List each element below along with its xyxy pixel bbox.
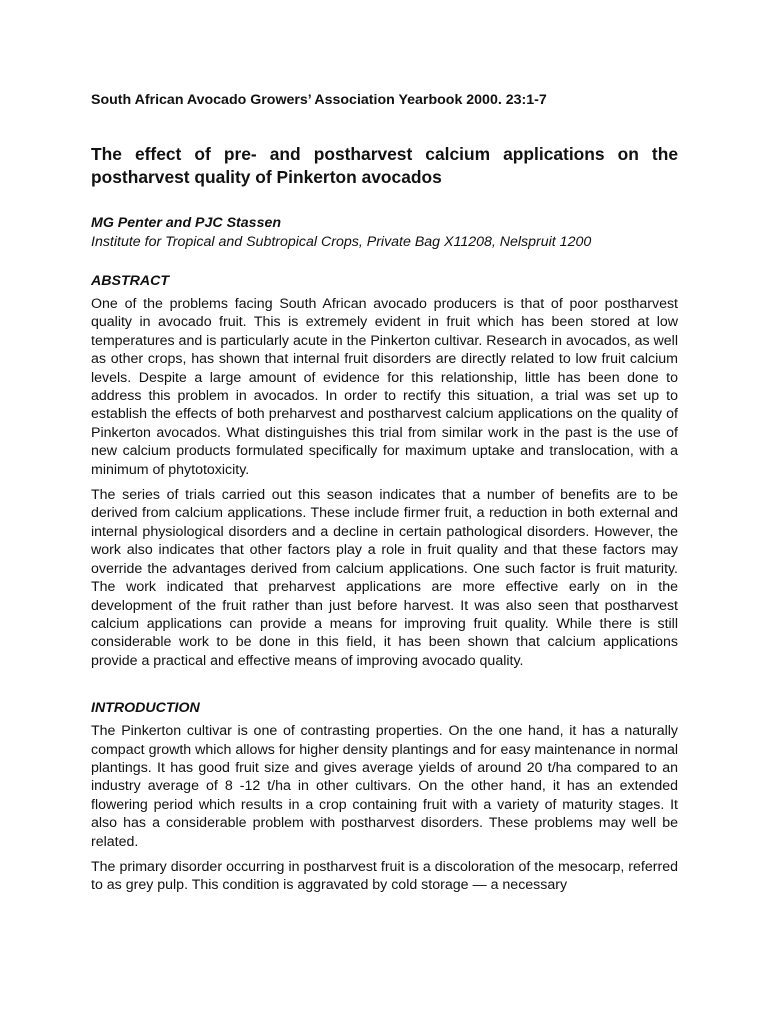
affiliation: Institute for Tropical and Subtropical Crops, Private Bag X11208, Nelspruit 1200	[91, 234, 592, 250]
authors: MG Penter and PJC Stassen	[91, 215, 282, 231]
introduction-paragraph-1: The Pinkerton cultivar is one of contrasting properties. On the one hand, it has a naturally compact growth which allows for higher density plantings and for easy maintenance in normal plantings. It has good fruit size and gives average yields of around 20 t/ha compared to an industry average of 8 -12 t/ha in other cultivars. On the other hand, it has an extended flowering period which results in a crop containing fruit with a variety of maturity stages. It also has a considerable problem with postharvest disorders. These problems may well be related.	[91, 723, 678, 850]
abstract-paragraph-1: One of the problems facing South African avocado producers is that of poor postharvest quality in avocado fruit. This is extremely evident in fruit which has been stored at low temperatures and is particularly acute in the Pinkerton cultivar. Research in avocados, as well as other crops, has shown that internal fruit disorders are directly related to low fruit calcium levels. Despite a large amount of evidence for this relationship, little has been done to address this problem in avocados. In order to rectify this situation, a trial was set up to establish the effects of both preharvest and postharvest calcium applications on the quality of Pinkerton avocados. What distinguishes this trial from similar work in the past is the use of new calcium products formulated specifically for maximum uptake and translocation, with a minimum of phytotoxicity.	[91, 296, 678, 478]
abstract-paragraph-2: The series of trials carried out this season indicates that a number of benefits are to be derived from calcium applications. These include firmer fruit, a reduction in both external and internal physiological disorders and a decline in certain pathological disorders. However, the work also indicates that other factors play a role in fruit quality and that these factors may override the advantages derived from calcium applications. One such factor is fruit maturity. The work indicated that preharvest applications are more effective early on in the development of the fruit rather than just before harvest. It was also seen that postharvest calcium applications can provide a means for improving fruit quality. While there is still considerable work to be done in this field, it has been shown that calcium applications provide a practical and effective means of improving avocado quality.	[91, 487, 678, 669]
paper-title: The effect of pre- and postharvest calcium applications on the postharvest quality of Pinkerton avocados	[91, 144, 678, 187]
abstract-heading: ABSTRACT	[91, 273, 170, 289]
introduction-heading: INTRODUCTION	[91, 700, 200, 717]
journal-citation: South African Avocado Growers’ Association Yearbook 2000. 23:1-7	[91, 92, 547, 108]
introduction-paragraph-2: The primary disorder occurring in postharvest fruit is a discoloration of the mesocarp, referred to as grey pulp. This condition is aggravated by cold storage — a necessary	[91, 858, 678, 894]
